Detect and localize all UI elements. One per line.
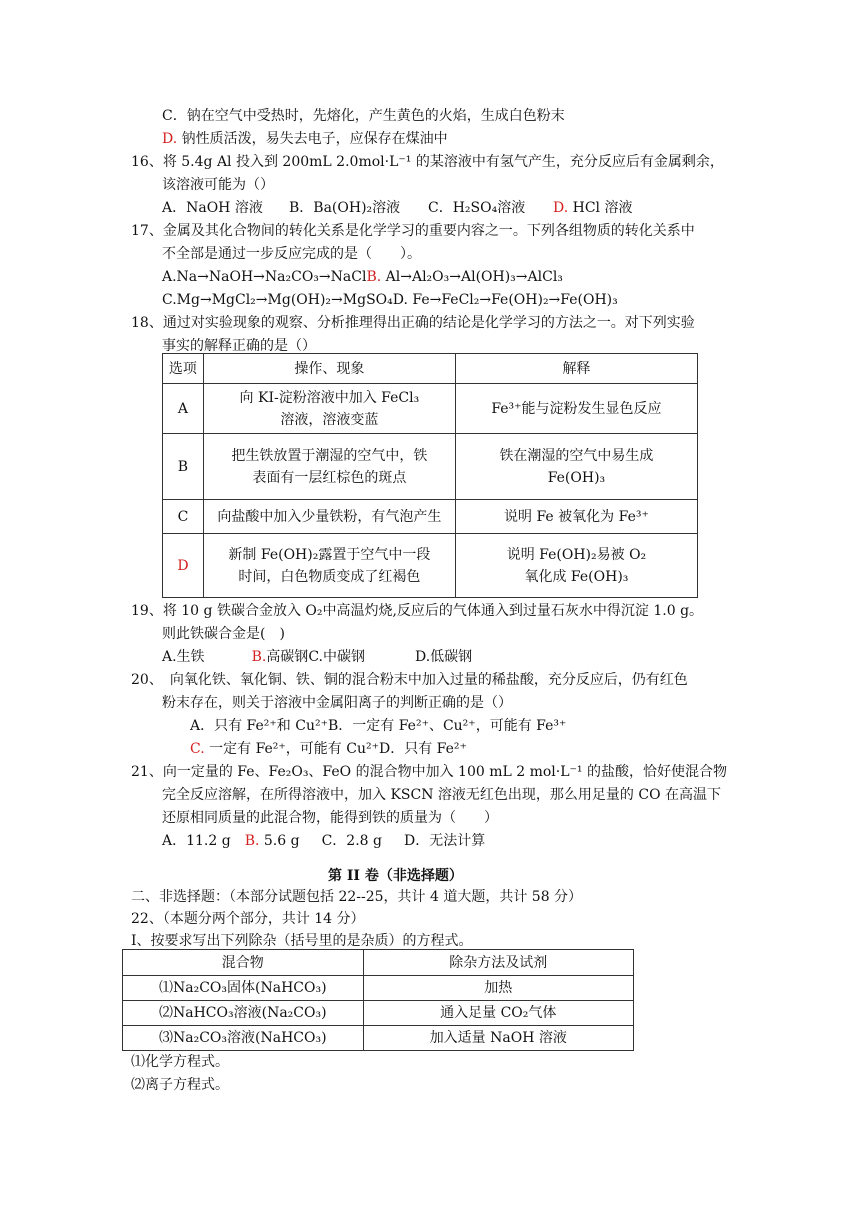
q16-option-a: A．NaOH 溶液	[162, 200, 263, 216]
table-row	[163, 500, 698, 534]
table-row	[123, 1026, 634, 1051]
q21-stem-cont2: 还原相同质量的此混合物，能得到铁的质量为（ ）	[162, 810, 498, 826]
q17-stem-cont: 不全部是通过一步反应完成的是（ ）。	[162, 246, 421, 262]
table-row	[163, 534, 698, 598]
method-cell: 通入足量 CO₂气体	[363, 1001, 633, 1026]
answer-mark: B.	[251, 649, 267, 665]
q18-stem: 18、通过对实验现象的观察、分析推理得出正确的结论是化学学习的方法之一。对下列实验	[131, 315, 695, 331]
table-header: 解释	[455, 354, 697, 384]
table-row	[123, 976, 634, 1001]
table-header: 选项	[163, 354, 204, 384]
table-header: 混合物	[123, 950, 364, 976]
operation-cell: 把生铁放置于潮湿的空气中，铁 表面有一层红棕色的斑点	[203, 434, 455, 500]
q20-stem: 20、 向氧化铁、氧化铜、铁、铜的混合粉末中加入过量的稀盐酸，充分反应后，仍有红色	[131, 672, 688, 688]
q18-stem-cont: 事实的解释正确的是（）	[162, 338, 316, 354]
operation-cell: 新制 Fe(OH)₂露置于空气中一段 时间，白色物质变成了红褐色	[203, 534, 455, 598]
equation-prompt-2: ⑵离子方程式。	[131, 1077, 229, 1093]
option-cell-answer: D	[163, 534, 204, 598]
equation-prompt-1: ⑴化学方程式。	[131, 1054, 229, 1070]
explanation-cell: 说明 Fe(OH)₂易被 O₂ 氧化成 Fe(OH)₃	[455, 534, 697, 598]
q15-option-c: C．钠在空气中受热时，先熔化，产生黄色的火焰，生成白色粉末	[162, 108, 565, 124]
explanation-cell: Fe³⁺能与淀粉发生显色反应	[455, 384, 697, 434]
option-cell: A	[163, 384, 204, 434]
method-cell: 加入适量 NaOH 溶液	[363, 1026, 633, 1051]
q16-option-c: C．H₂SO₄溶液	[428, 200, 526, 216]
explanation-cell: 说明 Fe 被氧化为 Fe³⁺	[455, 500, 697, 534]
q19-stem-cont: 则此铁碳合金是( )	[162, 626, 285, 642]
operation-cell: 向 KI-淀粉溶液中加入 FeCl₃ 溶液，溶液变蓝	[203, 384, 455, 434]
table-header-row	[163, 354, 698, 384]
q19-options: A.生铁 B.高碳钢C.中碳钢 D.低碳钢	[162, 649, 473, 665]
operation-cell: 向盐酸中加入少量铁粉，有气泡产生	[203, 500, 455, 534]
table-header: 除杂方法及试剂	[363, 950, 633, 976]
table-header: 操作、现象	[203, 354, 455, 384]
q16-option-d: D. HCl 溶液	[553, 200, 633, 216]
table-header-row	[123, 950, 634, 976]
table-row	[163, 434, 698, 500]
q20-stem-cont: 粉末存在，则关于溶液中金属阳离子的判断正确的是（）	[162, 695, 512, 711]
mixture-cell: ⑶Na₂CO₃溶液(NaHCO₃)	[123, 1026, 364, 1051]
mixture-cell: ⑴Na₂CO₃固体(NaHCO₃)	[123, 976, 364, 1001]
answer-mark: B.	[366, 269, 382, 285]
method-cell: 加热	[363, 976, 633, 1001]
q22-sub1: Ⅰ、按要求写出下列除杂（括号里的是杂质）的方程式。	[131, 933, 473, 949]
explanation-cell: 铁在潮湿的空气中易生成 Fe(OH)₃	[455, 434, 697, 500]
answer-mark: D.	[553, 200, 569, 216]
part-title: 第 II 卷（非选择题）	[328, 868, 463, 884]
q16-option-b: B．Ba(OH)₂溶液	[289, 200, 401, 216]
q17-options-ab: A.Na→NaOH→Na₂CO₃→NaClB. Al→Al₂O₃→Al(OH)₃→AlCl₃	[162, 269, 563, 285]
q17-options-cd: C.Mg→MgCl₂→Mg(OH)₂→MgSO₄D. Fe→FeCl₂→Fe(OH)₂→Fe(OH)₃	[162, 292, 618, 308]
q21-stem: 21、向一定量的 Fe、Fe₂O₃、FeO 的混合物中加入 100 mL 2 mol·L⁻¹ 的盐酸，恰好使混合物	[131, 764, 727, 780]
option-cell: B	[163, 434, 204, 500]
option-cell: C	[163, 500, 204, 534]
q21-options: A．11.2 g B. 5.6 g C．2.8 g D．无法计算	[162, 833, 486, 849]
table-row	[123, 1001, 634, 1026]
answer-mark: B.	[244, 833, 260, 849]
q21-stem-cont1: 完全反应溶解，在所得溶液中，加入 KSCN 溶液无红色出现，那么用足量的 CO 在高温下	[162, 787, 721, 803]
q16-stem: 16、将 5.4g Al 投入到 200mL 2.0mol·L⁻¹ 的某溶液中有氢气产生，充分反应后有金属剩余，	[131, 154, 724, 170]
answer-mark: D.	[162, 131, 178, 147]
mixture-cell: ⑵NaHCO₃溶液(Na₂CO₃)	[123, 1001, 364, 1026]
answer-mark: C.	[190, 741, 205, 757]
q15-option-d: D. 钠性质活泼，易失去电子，应保存在煤油中	[162, 131, 448, 147]
table-row	[163, 384, 698, 434]
q20-options-ab: A．只有 Fe²⁺和 Cu²⁺B．一定有 Fe²⁺、Cu²⁺，可能有 Fe³⁺	[190, 718, 567, 734]
impurity-table	[122, 949, 634, 1051]
section-heading: 二、非选择题：（本部分试题包括 22--25，共计 4 道大题，共计 58 分）	[131, 889, 583, 905]
q20-options-cd: C. 一定有 Fe²⁺，可能有 Cu²⁺D．只有 Fe²⁺	[190, 741, 467, 757]
q18-table	[162, 353, 698, 598]
q16-stem-cont: 该溶液可能为（）	[162, 177, 274, 193]
q17-stem: 17、金属及其化合物间的转化关系是化学学习的重要内容之一。下列各组物质的转化关系中	[131, 223, 695, 239]
q22-heading: 22、（本题分两个部分，共计 14 分）	[131, 911, 365, 927]
q19-stem: 19、将 10 g 铁碳合金放入 O₂中高温灼烧,反应后的气体通入到过量石灰水中得沉淀 1.0 g。	[131, 603, 704, 619]
